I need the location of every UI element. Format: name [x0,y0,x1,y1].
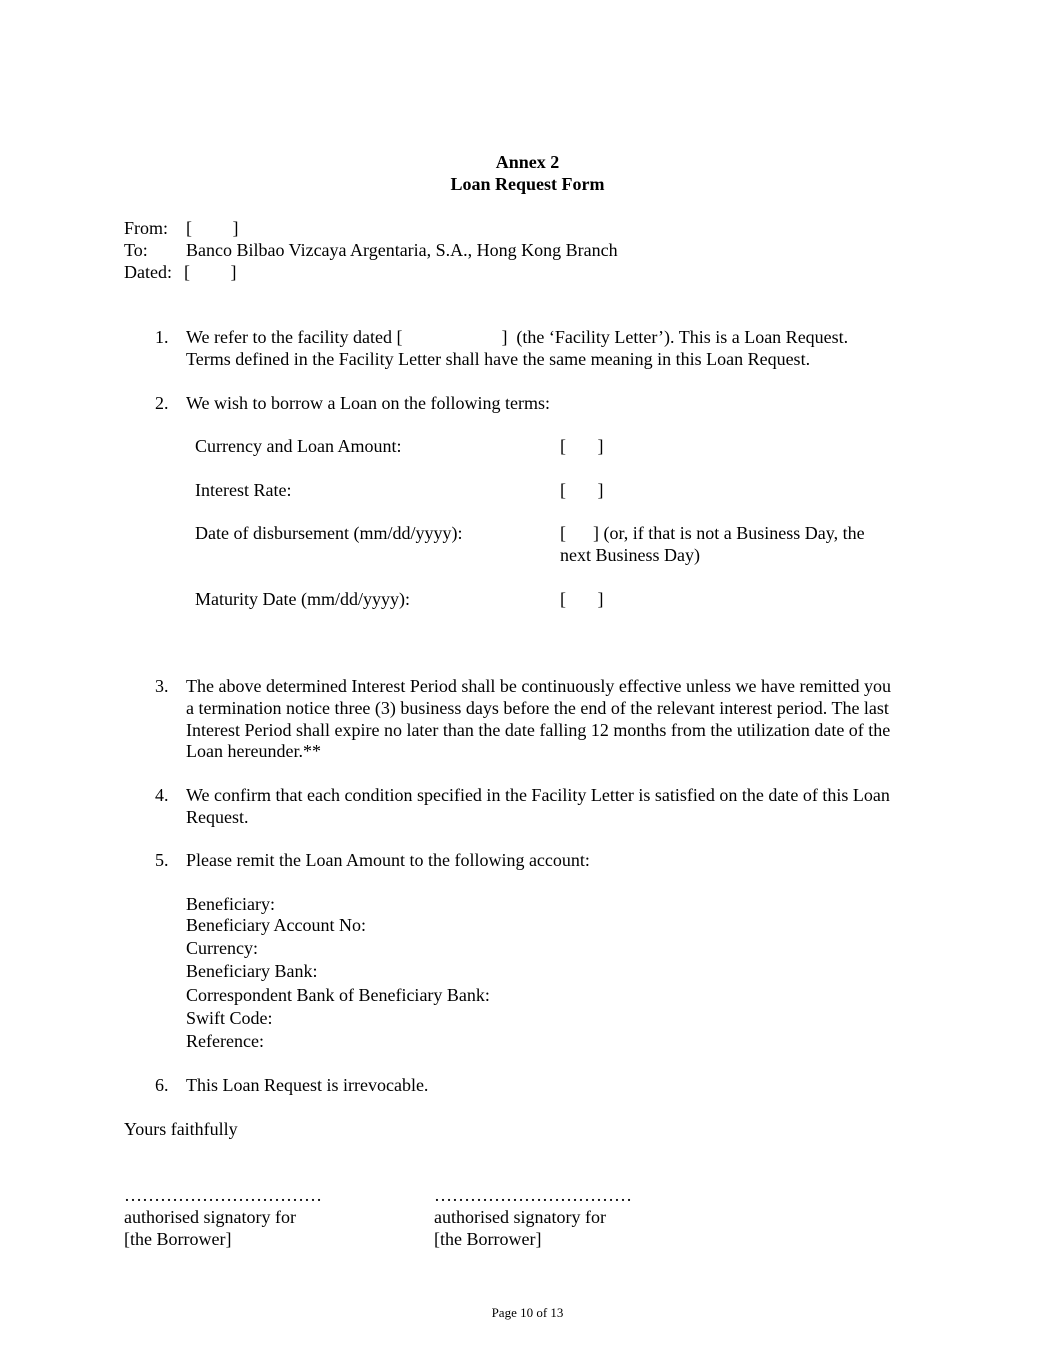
term-label: Date of disbursement (mm/dd/yyyy): [195,523,463,543]
item-number: 2. [155,393,169,413]
term-value: next Business Day) [560,545,700,565]
from-value: [ ] [186,218,239,238]
signature-line: …………………………… [124,1185,322,1205]
account-field-label: Beneficiary Account No: [186,915,366,935]
signatory-caption: authorised signatory for [434,1207,606,1227]
term-value: [ ] [560,436,604,456]
item-number: 6. [155,1075,169,1095]
signatory-party: [the Borrower] [434,1229,542,1249]
item-text-line: The above determined Interest Period shall be continuously effective unless we have remitted you [186,676,891,696]
item-number: 1. [155,327,169,347]
closing-salutation: Yours faithfully [124,1119,238,1139]
signatory-caption: authorised signatory for [124,1207,296,1227]
dated-label: Dated: [124,262,172,282]
account-field-label: Beneficiary: [186,894,275,914]
to-label: To: [124,240,148,260]
item-text-line: Terms defined in the Facility Letter shall have the same meaning in this Loan Request. [186,349,811,369]
page-number: Page 10 of 13 [491,1305,564,1320]
from-label: From: [124,218,169,238]
item-text-line: This Loan Request is irrevocable. [186,1075,429,1095]
term-value: [ ] (or, if that is not a Business Day, the [560,523,865,543]
account-field-label: Beneficiary Bank: [186,961,318,981]
item-text-line: Request. [186,807,249,827]
term-value: [ ] [560,589,604,609]
to-value: Banco Bilbao Vizcaya Argentaria, S.A., Hong Kong Branch [186,240,618,260]
signature-line: …………………………… [434,1185,632,1205]
account-field-label: Correspondent Bank of Beneficiary Bank: [186,985,490,1005]
signatory-party: [the Borrower] [124,1229,232,1249]
item-text-line: We refer to the facility dated [ ] (the ‘Facility Letter’). This is a Loan Request. [186,327,849,347]
term-label: Maturity Date (mm/dd/yyyy): [195,589,410,609]
annex-heading: Annex 2 [495,152,560,172]
account-field-label: Swift Code: [186,1008,273,1028]
item-text-line: We wish to borrow a Loan on the following terms: [186,393,550,413]
term-value: [ ] [560,480,604,500]
item-text-line: We confirm that each condition specified in the Facility Letter is satisfied on the date of this Loan [186,785,890,805]
item-number: 4. [155,785,169,805]
account-field-label: Reference: [186,1031,264,1051]
item-number: 3. [155,676,169,696]
item-text-line: Interest Period shall expire no later than the date falling 12 months from the utilization date of the [186,720,891,740]
term-label: Currency and Loan Amount: [195,436,402,456]
item-number: 5. [155,850,169,870]
account-field-label: Currency: [186,938,258,958]
form-title: Loan Request Form [450,174,605,194]
item-text-line: Loan hereunder.** [186,741,321,761]
item-text-line: a termination notice three (3) business days before the end of the relevant interest period. The last [186,698,889,718]
item-text-line: Please remit the Loan Amount to the following account: [186,850,590,870]
dated-value: [ ] [184,262,237,282]
term-label: Interest Rate: [195,480,292,500]
